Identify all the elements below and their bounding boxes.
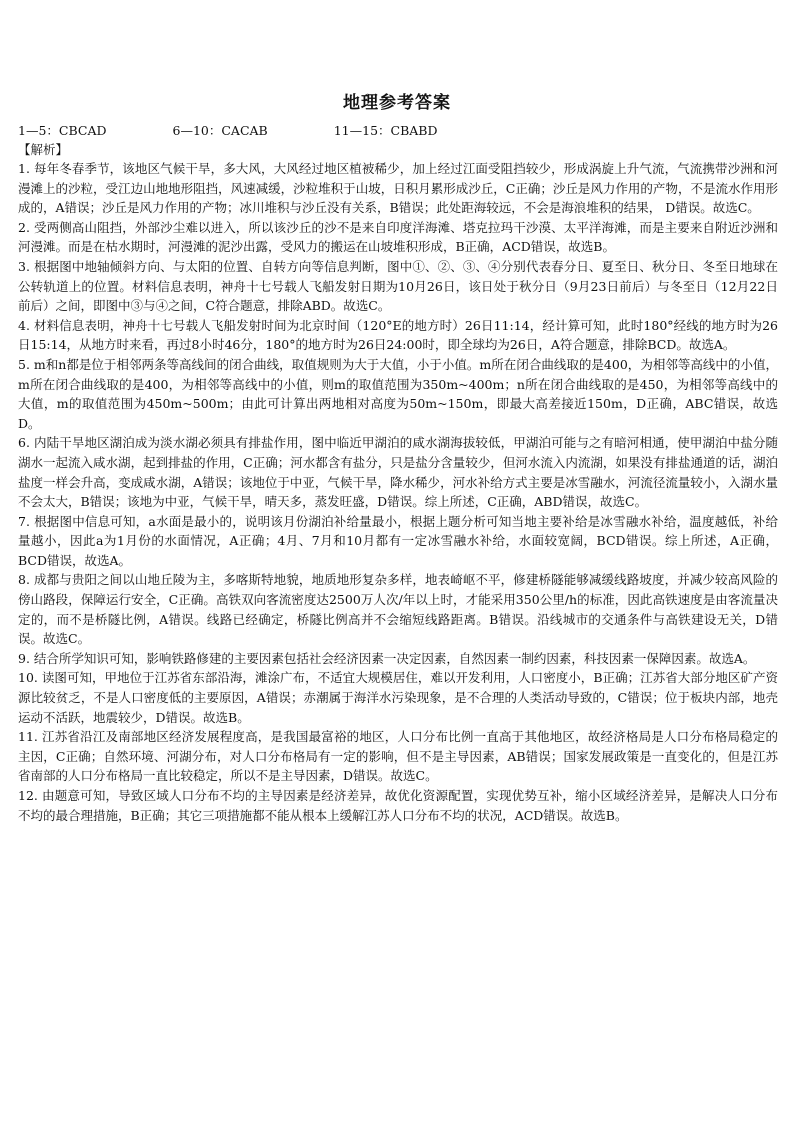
analysis-item-12: 12. 由题意可知，导致区域人口分布不均的主导因素是经济差异，故优化资源配置，实现优势互补，缩小区域经济差异，是解决人口分布不均的最合理措施，B正确；其它三项措施都不能从根本上缓解江苏人口分布不均的状况，ACD错误。故选B。 (18, 788, 778, 823)
page-title: 地理参考答案 (343, 93, 451, 113)
analysis-item-11: 11. 江苏省沿江及南部地区经济发展程度高，是我国最富裕的地区，人口分布比例一直高于其他地区，故经济格局是人口分布格局稳定的主因，C正确；自然环境、河湖分布，对人口分布格局有一定的影响，但不是主导因素，AB错误；国家发展政策是一直变化的，但是江苏省南部的人口分布格局一直比较稳定，所以不是主导因素，D错误。故选C。 (18, 729, 778, 784)
analysis-item-2: 2. 受两侧高山阻挡，外部沙尘难以进入，所以该沙丘的沙不是来自印度洋海滩、塔克拉玛干沙漠、太平洋海滩，而是主要来自附近沙洲和河漫滩。而是在枯水期时，河漫滩的泥沙出露，受风力的搬运在山坡堆积形成，B正确，ACD错误，故选B。 (18, 219, 778, 255)
analysis-content (18, 159, 778, 825)
analysis-item-10: 10. 读图可知，甲地位于江苏省东部沿海，滩涂广布，不适宜大规模居住，难以开发利用，人口密度小，B正确；江苏省大部分地区矿产资源比较贫乏，不是人口密度低的主要原因，A错误；赤潮属于海洋水污染现象，是不合理的人类活动导致的，C错误；位于板块内部，地壳运动不活跃，地震较少，D错误。故选B。 (18, 670, 778, 725)
analysis-item-3: 3. 根据图中地轴倾斜方向、与太阳的位置、自转方向等信息判断，图中①、②、③、④分别代表春分日、夏至日、秋分日、冬至日地球在公转轨道上的位置。材料信息表明，神舟十七号载人飞船发射日期为10月26日，该日处于秋分日（9月23日前后）与冬至日（12月22日前后）之间，即图中③与④之间，C符合题意，排除ABD。故选C。 (18, 258, 778, 314)
analysis-item-8: 8. 成都与贵阳之间以山地丘陵为主，多喀斯特地貌，地质地形复杂多样，地表崎岖不平，修建桥隧能够减缓线路坡度，并减少较高风险的傍山路段，保障运行安全，C正确。高铁双向客流密度达2500万人次/年以上时，才能采用350公里/h的标准，因此高铁速度是由客流量决定的，而不是桥隧比例，A错误。线路已经确定，桥隧比例高并不会缩短线路距离。B错误。沿线城市的交通条件与高铁建设无关，D错误。故选C。 (18, 572, 778, 647)
analysis-item-5: 5. m和n都是位于相邻两条等高线间的闭合曲线，取值规则为大于大值，小于小值。m所在闭合曲线取的是400，为相邻等高线中的小值，m所在闭合曲线取的是400，为相邻等高线中的小值，则m的取值范围为350m~400m；n所在闭合曲线取的是450，为相邻等高线中的大值，m的取值范围为450m~500m；由此可计算出两地相对高度为50m~150m，即最大高差接近150m，D正确，ABC错误，故选D。 (18, 356, 778, 431)
analysis-item-9: 9. 结合所学知识可知，影响铁路修建的主要因素包括社会经济因素一决定因素，自然因素一制约因素，科技因素一保障因素。故选A。 (18, 650, 756, 666)
analysis-item-6: 6. 内陆干旱地区湖泊成为淡水湖必须具有排盐作用，图中临近甲湖泊的咸水湖海拔较低，甲湖泊可能与之有暗河相通，使甲湖泊中盐分随湖水一起流入咸水湖，起到排盐的作用，C正确；河水都含有盐分，只是盐分含量较少，但河水流入内流湖，如果没有排盐通道的话，湖泊盐度一样会升高，变成咸水湖，A错误；该地位于中亚，气候干旱，降水稀少，河水补给方式主要是冰雪融水，河流径流量较小，入湖水量不会太大，B错误；该地为中亚，气候干旱，晴天多，蒸发旺盛，D错误。综上所述，C正确，ABD错误，故选C。 (18, 435, 778, 510)
analysis-item-7: 7. 根据图中信息可知，a水面是最小的，说明该月份湖泊补给量最小，根据上题分析可知当地主要补给是冰雪融水补给，温度越低，补给量越小，因此a为1月份的水面情况，A正确；4月、7月和10月都有一定冰雪融水补给，水面较宽阔，BCD错误。综上所述，A正确，BCD错误，故选A。 (18, 513, 778, 568)
answer-key-1-5: 1—5：CBCAD (18, 123, 107, 138)
answer-key-6-10: 6—10：CACAB (172, 123, 268, 138)
analysis-item-1: 1. 每年冬春季节，该地区气候干旱，多大风，大风经过地区植被稀少，加上经过江面受阻挡较少，形成涡旋上升气流，气流携带沙洲和河漫滩上的沙粒，受江边山地地形阻挡，风速减缓，沙粒堆积于山坡，日积月累形成沙丘，C正确；沙丘是风力作用的产物，不是流水作用形成的，A错误；沙丘是风力作用的产物；冰川堆积与沙丘没有关系，B错误；此处距海较远，不会是海浪堆积的结果， D错误。故选C。 (18, 161, 778, 216)
answer-key-line (18, 121, 778, 139)
analysis-item-4: 4. 材料信息表明，神舟十七号载人飞船发射时间为北京时间（120°E的地方时）26日11:14，经计算可知，此时180°经线的地方时为26日15:14，从地方时来看，再过8小时46分，180°的地方时为26日24:00时，即全球均为26日，A符合题意，排除BCD。故选A。 (18, 317, 778, 353)
analysis-heading: 【解析】 (18, 142, 69, 157)
answer-key-11-15: 11—15：CBABD (333, 123, 438, 138)
